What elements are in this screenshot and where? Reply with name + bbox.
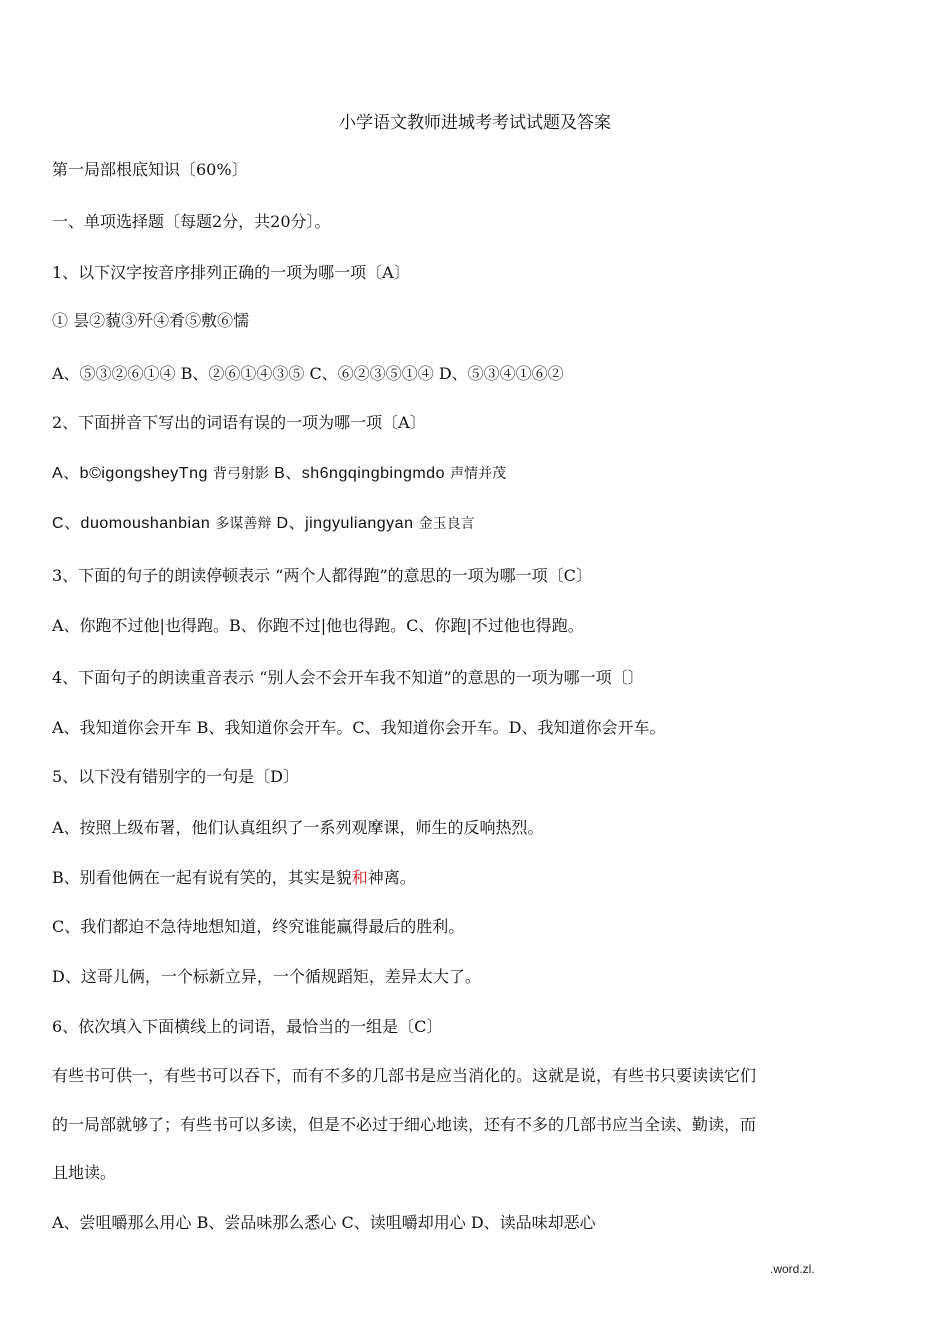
part-heading: 一、单项选择题〔每题2分，共20分〕。 (52, 212, 331, 231)
option-a-word: 背弓射影 (212, 466, 269, 482)
question-5-option-b (52, 866, 910, 890)
section-heading: 第一局部根底知识〔60%〕 (52, 160, 248, 179)
option-c-pinyin: C、duomoushanbian (52, 515, 211, 532)
page-title: 小学语文教师进城考考试试题及答案 (339, 113, 611, 133)
option-a-pinyin: A、b©igongsheyTng (52, 465, 208, 482)
option-d-word: 金玉良言 (418, 516, 475, 532)
option-b-word: 声情并茂 (450, 466, 507, 482)
option-b-text-pre: B、别看他俩在一起有说有笑的，其实是貌 (52, 868, 352, 887)
question-5-option-d: D、这哥儿俩，一个标新立异，一个循规蹈矩，差异太大了。 (52, 967, 481, 986)
question-2-options-ab (52, 461, 910, 486)
question-6-options: A、尝咀嚼那么用心 B、尝品味那么悉心 C、读咀嚼却用心 D、读品味却恶心 (52, 1213, 596, 1232)
question-4-options: A、我知道你会开车 B、我知道你会开车。C、我知道你会开车。D、我知道你会开车。 (52, 718, 666, 737)
option-d-pinyin: D、jingyuliangyan (276, 515, 414, 532)
question-6-stem: 6、依次填入下面横线上的词语，最恰当的一组是〔C〕 (52, 1017, 443, 1036)
question-1-stem: 1、以下汉字按音序排列正确的一项为哪一项〔A〕 (52, 263, 410, 282)
question-5-stem: 5、以下没有错别字的一句是〔D〕 (52, 767, 300, 786)
question-6-passage-line-3: 且地读。 (52, 1163, 117, 1182)
option-b-text-post: 神离。 (367, 868, 416, 887)
question-1-characters: ① 昙②藐③歼④肴⑤敷⑥懦 (52, 311, 250, 330)
option-b-highlight: 和 (351, 868, 368, 887)
question-3-stem: 3、下面的句子的朗读停顿表示 “两个人都得跑”的意思的一项为哪一项〔C〕 (52, 566, 592, 585)
question-5-option-a: A、按照上级布署，他们认真组织了一系列观摩课，师生的反响热烈。 (52, 818, 544, 837)
page-footer: .word.zl. (770, 1262, 815, 1276)
question-5-option-c: C、我们都迫不急待地想知道，终究谁能赢得最后的胜利。 (52, 917, 465, 936)
option-c-word: 多谋善辩 (215, 516, 272, 532)
option-b-pinyin: B、sh6ngqingbingmdo (274, 465, 445, 482)
question-3-options: A、你跑不过他|也得跑。B、你跑不过|他也得跑。C、你跑|不过他也得跑。 (52, 616, 584, 635)
question-1-options: A、⑤③②⑥①④ B、②⑥①④③⑤ C、⑥②③⑤①④ D、⑤③④①⑥② (52, 364, 564, 383)
question-6-passage-line-2: 的一局部就够了；有些书可以多读，但是不必过于细心地读，还有不多的几部书应当全读、勤读，而 (52, 1115, 757, 1134)
question-2-stem: 2、下面拼音下写出的词语有误的一项为哪一项〔A〕 (52, 413, 426, 432)
question-4-stem: 4、下面句子的朗读重音表示 “别人会不会开车我不知道”的意思的一项为哪一项〔〕 (52, 668, 644, 687)
question-2-options-cd (52, 511, 910, 536)
question-6-passage-line-1: 有些书可供一，有些书可以吞下，而有不多的几部书是应当消化的。这就是说，有些书只要读读它们 (52, 1066, 757, 1085)
